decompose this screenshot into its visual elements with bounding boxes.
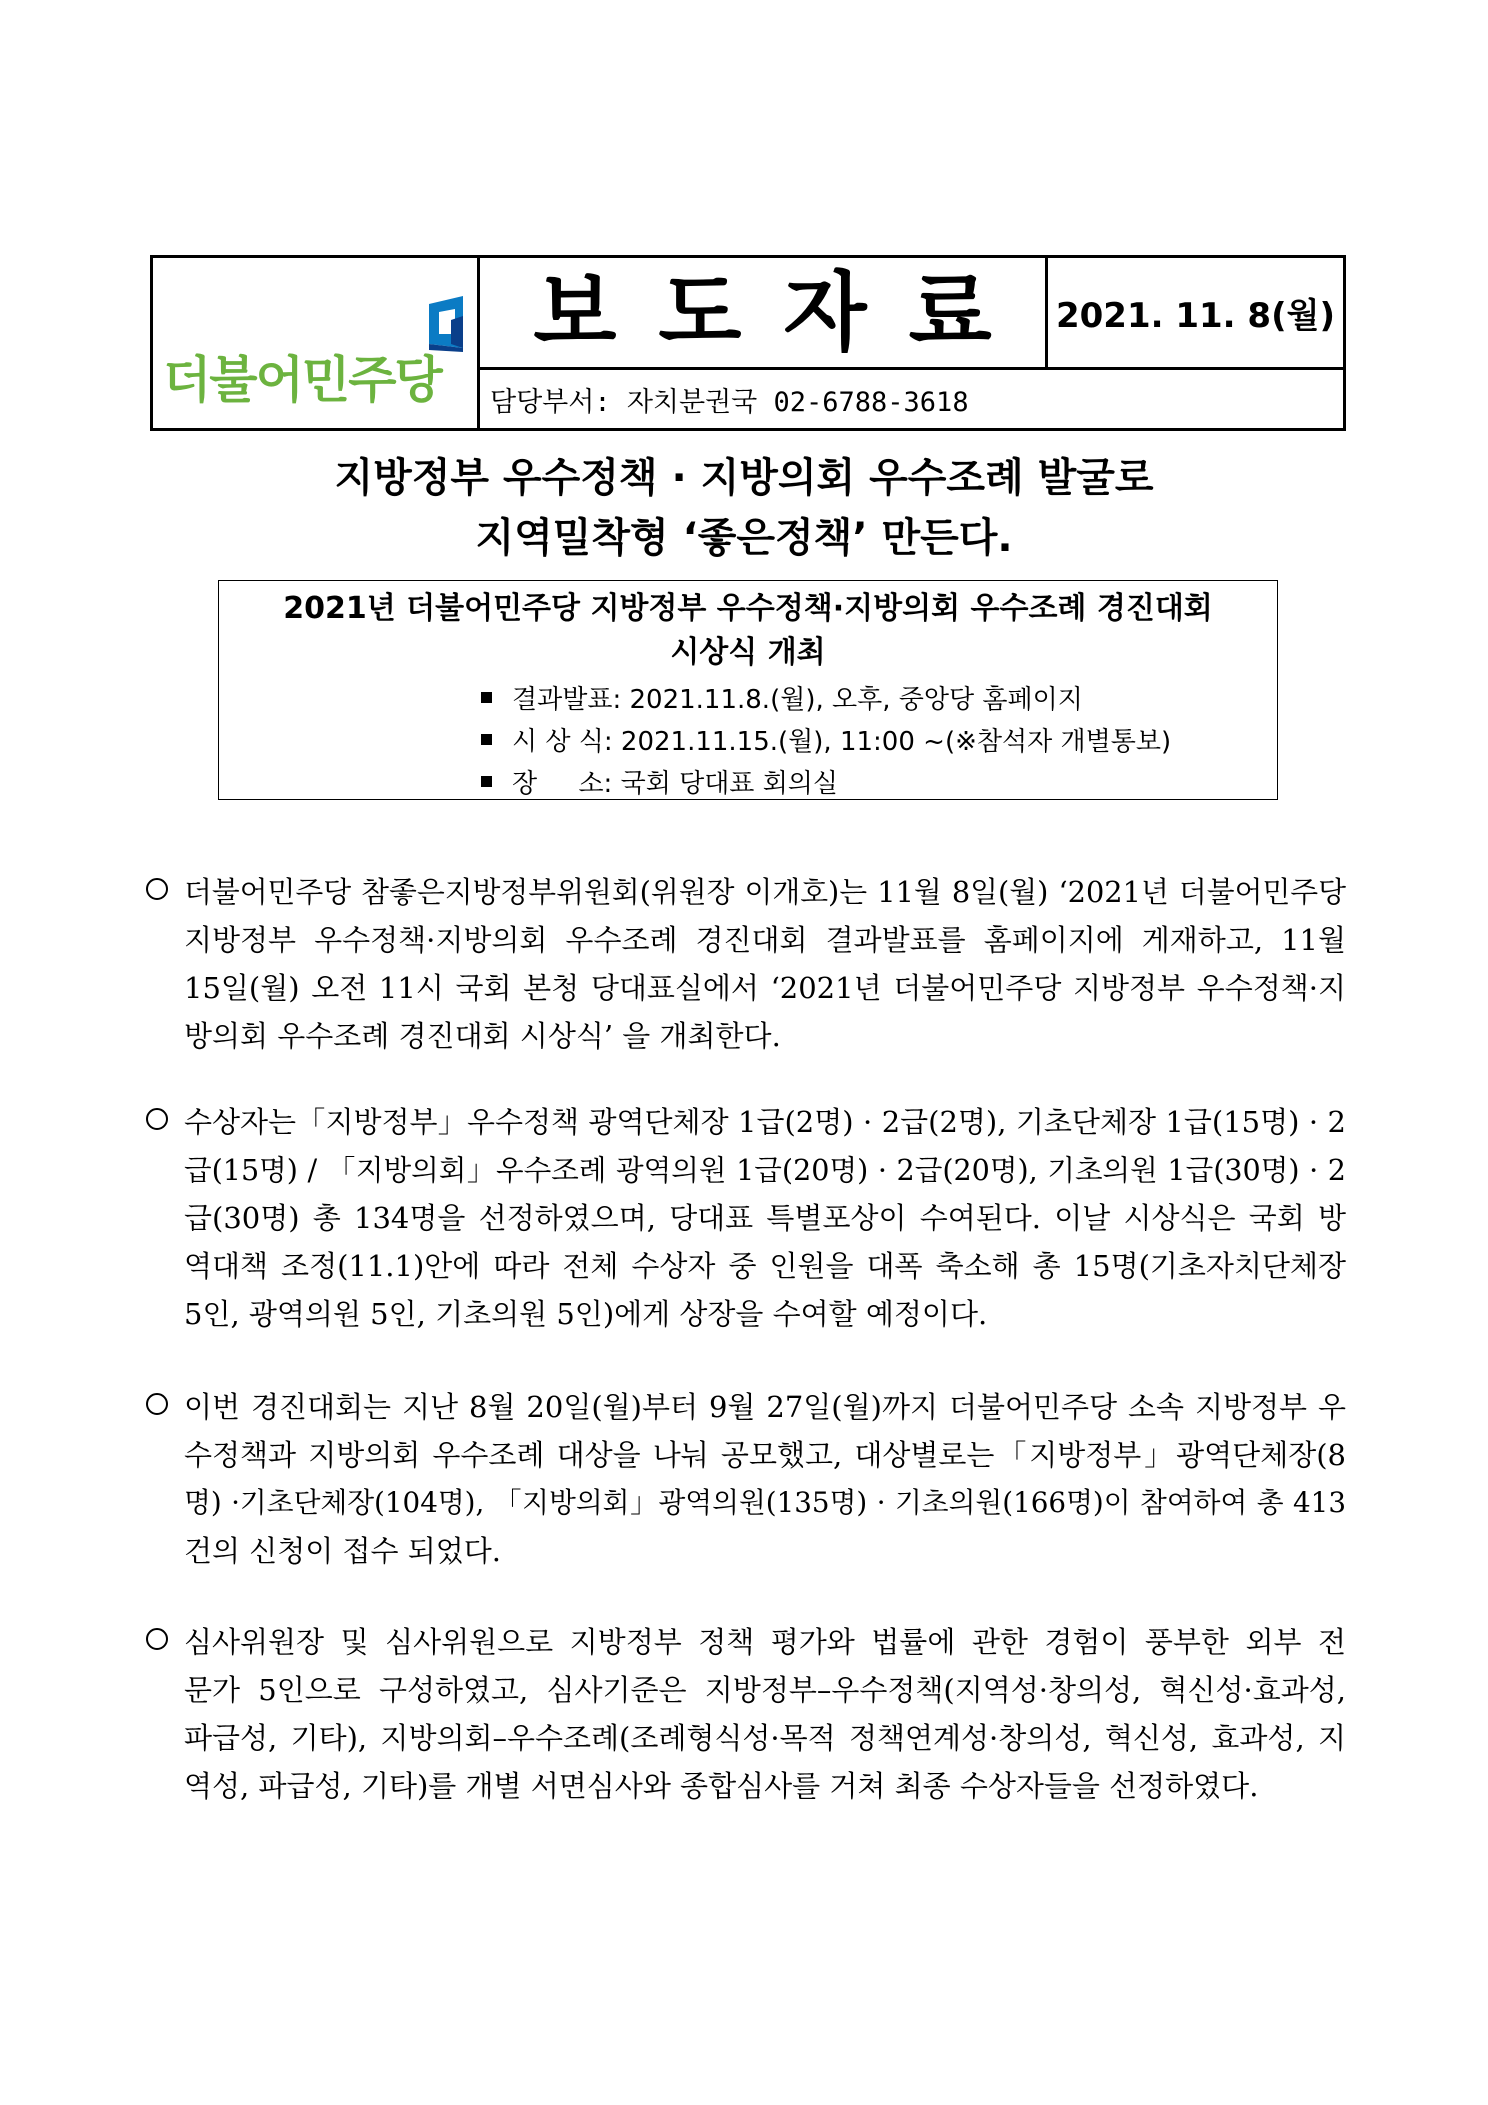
paragraph-line: 문가 5인으로 구성하였고, 심사기준은 지방정부–우수정책(지역성·창의성, 혁신성·효과성,	[184, 1673, 1346, 1707]
paragraph-line: 명) ·기초단체장(104명), 「지방의회」광역의원(135명) · 기초의원(166명)이 참여하여 총 413	[184, 1486, 1346, 1519]
party-logo	[161, 294, 471, 409]
paragraph-line: 수상자는「지방정부」우수정책 광역단체장 1급(2명) · 2급(2명), 기초단체장 1급(15명) · 2	[184, 1105, 1346, 1139]
summary-item	[481, 763, 1277, 805]
square-bullet-icon	[481, 776, 492, 787]
logo-text: 더불어민주당	[163, 351, 441, 409]
paragraph-line: 방의회 우수조례 경진대회 시상식’ 을 개최한다.	[184, 1019, 781, 1053]
release-date: 2021. 11. 8(월)	[1055, 296, 1336, 336]
title-cell	[480, 258, 1048, 370]
paragraph-line: 수정책과 지방의회 우수조례 대상을 나눠 공모했고, 대상별로는「지방정부」광역단체장(8	[184, 1438, 1346, 1472]
summary-title-line-2: 시상식 개최	[670, 635, 826, 670]
press-release-header	[150, 255, 1346, 431]
headline-line-1: 지방정부 우수정책 · 지방의회 우수조례 발굴로	[334, 455, 1154, 501]
paragraph-line: 심사위원장 및 심사위원으로 지방정부 정책 평가와 법률에 관한 경험이 풍부한 외부 전	[184, 1625, 1346, 1659]
circle-bullet-icon	[146, 878, 168, 900]
headline	[0, 448, 1488, 568]
date-cell	[1048, 258, 1343, 370]
paragraph-line: 건의 신청이 접수 되었다.	[184, 1534, 502, 1568]
circle-bullet-icon	[146, 1393, 168, 1415]
headline-line-2: 지역밀착형 ‘좋은정책’ 만든다.	[475, 515, 1013, 561]
paragraph-line: 급(15명) / 「지방의회」우수조례 광역의원 1급(20명) · 2급(20명), 기초의원 1급(30명) · 2	[184, 1153, 1346, 1187]
summary-item	[481, 679, 1277, 721]
summary-list	[219, 679, 1277, 805]
summary-item-text: 장 소: 국회 당대표 회의실	[512, 769, 839, 799]
paragraph-line: 지방정부 우수정책·지방의회 우수조례 경진대회 결과발표를 홈페이지에 게재하고, 11월	[184, 923, 1346, 957]
department-cell	[480, 370, 1343, 428]
circle-bullet-icon	[146, 1108, 168, 1130]
paragraph-line: 파급성, 기타), 지방의회–우수조례(조례형식성·목적 정책연계성·창의성, 혁신성, 효과성, 지	[184, 1721, 1346, 1755]
summary-box	[218, 580, 1278, 800]
square-bullet-icon	[481, 692, 492, 703]
summary-item-text: 결과발표: 2021.11.8.(월), 오후, 중앙당 홈페이지	[512, 685, 1083, 715]
circle-bullet-icon	[146, 1628, 168, 1650]
paragraph-line: 5인, 광역의원 5인, 기초의원 5인)에게 상장을 수여할 예정이다.	[184, 1297, 988, 1331]
paragraph-line: 이번 경진대회는 지난 8월 20일(월)부터 9월 27일(월)까지 더불어민주당 소속 지방정부 우	[184, 1390, 1346, 1424]
summary-title-line-1: 2021년 더불어민주당 지방정부 우수정책·지방의회 우수조례 경진대회	[283, 591, 1213, 626]
press-release-title: 보도자료	[533, 262, 1034, 363]
paragraph-line: 급(30명) 총 134명을 선정하였으며, 당대표 특별포상이 수여된다. 이날 시상식은 국회 방	[184, 1201, 1346, 1235]
department-contact: 담당부서: 자치분권국 02-6788-3618	[490, 386, 969, 418]
summary-item	[481, 721, 1277, 763]
square-bullet-icon	[481, 734, 492, 745]
paragraph-line: 더불어민주당 참좋은지방정부위원회(위원장 이개호)는 11월 8일(월) ‘2021년 더불어민주당	[184, 875, 1346, 909]
logo-cell	[153, 258, 480, 428]
paragraph-line: 역대책 조정(11.1)안에 따라 전체 수상자 중 인원을 대폭 축소해 총 15명(기초자치단체장	[184, 1249, 1346, 1283]
summary-item-text: 시 상 식: 2021.11.15.(월), 11:00 ~(※참석자 개별통보)	[512, 727, 1172, 757]
paragraph-line: 15일(월) 오전 11시 국회 본청 당대표실에서 ‘2021년 더불어민주당 지방정부 우수정책·지	[184, 971, 1346, 1005]
paragraph-line: 역성, 파급성, 기타)를 개별 서면심사와 종합심사를 거쳐 최종 수상자들을 선정하였다.	[184, 1769, 1259, 1803]
